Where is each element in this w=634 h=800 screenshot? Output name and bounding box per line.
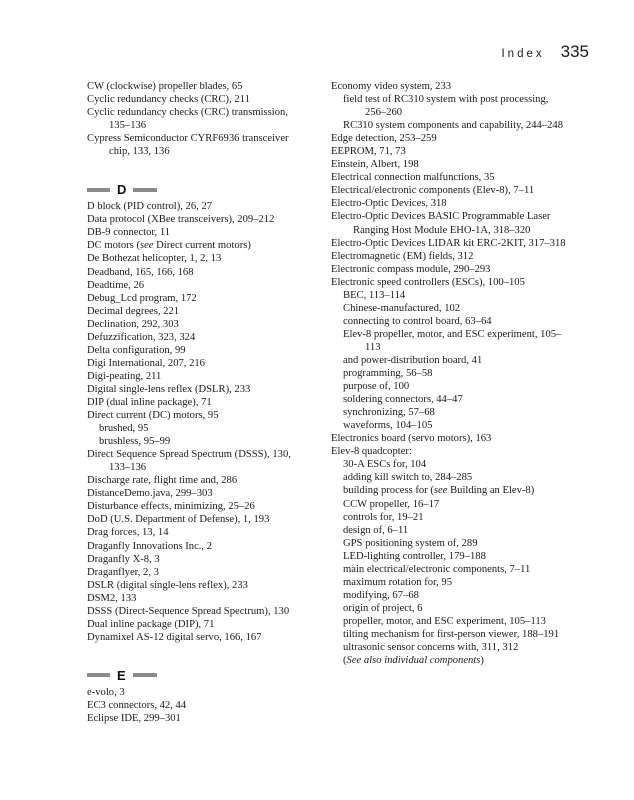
section-letter-e: E (117, 667, 126, 683)
index-subentry: brushless, 95–99 (99, 436, 171, 448)
index-entry: Electrical/electronic components (Elev-8), 7–11 (331, 185, 535, 197)
index-subentry: Chinese-manufactured, 102 (343, 302, 461, 314)
index-subentry: modifying, 67–68 (343, 589, 419, 601)
index-entry: DoD (U.S. Department of Defense), 1, 193 (87, 514, 270, 526)
index-entry: Declination, 292, 303 (87, 318, 179, 330)
index-entry: e-volo, 3 (87, 686, 125, 698)
index-entry: Drag forces, 13, 14 (87, 527, 169, 539)
entry-group-c (87, 80, 309, 158)
entry-group-d (87, 200, 309, 644)
index-entry: Delta configuration, 99 (87, 344, 186, 356)
index-entry: Defuzzification, 323, 324 (87, 331, 196, 343)
index-subentry: (See also individual components) (343, 655, 484, 667)
index-subentry: design of, 6–11 (343, 524, 409, 536)
index-subentry: propeller, motor, and ESC experiment, 105–113 (343, 615, 546, 627)
index-entry: Cypress Semiconductor CYRF6936 transceiver chip, 133, 136 (87, 133, 289, 158)
index-entry: Draganflyer, 2, 3 (87, 566, 159, 578)
index-entry: Electro-Optic Devices, 318 (331, 198, 447, 210)
index-entry: Economy video system, 233 (331, 81, 452, 92)
heading-rule-right (133, 673, 157, 677)
index-subentry: tilting mechanism for first-person viewer, 188–191 (343, 628, 560, 640)
page-number: 335 (560, 42, 589, 61)
index-subentry: maximum rotation for, 95 (343, 576, 453, 588)
index-entry: Dynamixel AS-12 digital servo, 166, 167 (87, 631, 262, 643)
index-entry: Electro-Optic Devices LIDAR kit ERC-2KIT, 317–318 (331, 237, 566, 249)
index-entry: DIP (dual inline package), 71 (87, 396, 212, 408)
index-subentry: origin of project, 6 (343, 602, 423, 614)
index-entry: Dual inline package (DIP), 71 (87, 618, 215, 630)
index-subentry: adding kill switch to, 284–285 (343, 472, 473, 484)
index-subentry: ultrasonic sensor concerns with, 311, 312 (343, 642, 519, 654)
index-entry: DSLR (digital single-lens reflex), 233 (87, 579, 248, 591)
index-subentry: brushed, 95 (99, 423, 149, 435)
index-subentry: 30-A ESCs for, 104 (343, 459, 427, 471)
index-subentry: soldering connectors, 44–47 (343, 394, 463, 406)
index-entry: De Bothezat helicopter, 1, 2, 13 (87, 253, 222, 265)
index-entry: Electronic speed controllers (ESCs), 100–105 (331, 276, 525, 288)
index-entry: Electrical connection malfunctions, 35 (331, 172, 495, 184)
index-entry: Elev-8 quadcopter: (331, 446, 412, 458)
index-entry: Deadband, 165, 166, 168 (87, 266, 194, 278)
index-subentry: BEC, 113–114 (343, 289, 406, 301)
index-subentry: synchronizing, 57–68 (343, 407, 435, 419)
index-subentry: and power-distribution board, 41 (343, 354, 483, 366)
index-entry: Direct current (DC) motors, 95 (87, 410, 219, 422)
index-subentry: connecting to control board, 63–64 (343, 315, 492, 327)
index-entry: DistanceDemo.java, 299–303 (87, 488, 213, 500)
index-subentry: GPS positioning system of, 289 (343, 537, 478, 549)
index-entry: Draganfly X-8, 3 (87, 553, 160, 565)
index-entry: Draganfly Innovations Inc., 2 (87, 540, 213, 552)
index-subentry: waveforms, 104–105 (343, 420, 433, 432)
right-column (331, 80, 571, 667)
index-subentry: purpose of, 100 (343, 381, 410, 393)
index-entry: DSSS (Direct-Sequence Spread Spectrum), 130 (87, 605, 290, 617)
heading-rule-left (87, 673, 110, 677)
left-column (87, 80, 309, 725)
section-heading-e (87, 669, 309, 682)
index-entry: Einstein, Albert, 198 (331, 159, 419, 171)
heading-rule-left (87, 188, 110, 192)
index-entry: D block (PID control), 26, 27 (87, 201, 213, 213)
index-entry: Electro-Optic Devices BASIC Programmable Laser Ranging Host Module EHO-1A, 318–320 (331, 211, 551, 236)
index-subentry: building process for (see Building an Elev-8) (343, 485, 535, 497)
index-entry: Electronics board (servo motors), 163 (331, 433, 492, 445)
index-entry: Electromagnetic (EM) fields, 312 (331, 250, 474, 262)
index-entry: CW (clockwise) propeller blades, 65 (87, 81, 243, 92)
index-entry: Digi-peating, 211 (87, 370, 162, 382)
index-entry: Cyclic redundancy checks (CRC), 211 (87, 94, 250, 106)
index-subentry: field test of RC310 system with post processing, 256–260 (343, 94, 549, 119)
index-entry: Disturbance effects, minimizing, 25–26 (87, 501, 255, 513)
index-entry: EC3 connectors, 42, 44 (87, 699, 187, 711)
entry-group-e (87, 686, 309, 725)
index-entry: Deadtime, 26 (87, 279, 145, 291)
section-letter-d: D (117, 182, 127, 198)
index-subentry: CCW propeller, 16–17 (343, 498, 440, 510)
index-entry: Debug_Lcd program, 172 (87, 292, 197, 304)
heading-rule-right (133, 188, 157, 192)
index-entry: Digi International, 207, 216 (87, 357, 205, 369)
index-entry: Edge detection, 253–259 (331, 133, 437, 145)
section-title: Index (501, 48, 545, 60)
index-entry: Cyclic redundancy checks (CRC) transmission, 135–136 (87, 107, 288, 132)
index-entry: Decimal degrees, 221 (87, 305, 180, 317)
index-entry: Eclipse IDE, 299–301 (87, 712, 181, 724)
index-entry: Electronic compass module, 290–293 (331, 263, 491, 275)
running-header (501, 42, 589, 62)
index-entry: DSM2, 133 (87, 592, 137, 604)
index-entry: EEPROM, 71, 73 (331, 146, 406, 158)
index-entry: Digital single-lens reflex (DSLR), 233 (87, 383, 251, 395)
entry-group-e-continued (331, 80, 571, 667)
index-entry: Data protocol (XBee transceivers), 209–212 (87, 214, 275, 226)
index-subentry: RC310 system components and capability, 244–248 (343, 120, 563, 132)
index-entry: Discharge rate, flight time and, 286 (87, 475, 238, 487)
index-subentry: LED-lighting controller, 179–188 (343, 550, 486, 562)
index-entry: DC motors (see Direct current motors) (87, 240, 251, 252)
index-subentry: controls for, 19–21 (343, 511, 424, 523)
section-heading-d (87, 183, 309, 196)
index-subentry: programming, 56–58 (343, 368, 433, 380)
index-subentry: main electrical/electronic components, 7–11 (343, 563, 531, 575)
index-entry: Direct Sequence Spread Spectrum (DSSS), 130, 133–136 (87, 449, 291, 474)
index-subentry: Elev-8 propeller, motor, and ESC experiment, 105–113 (343, 328, 562, 353)
index-entry: DB-9 connector, 11 (87, 227, 171, 239)
